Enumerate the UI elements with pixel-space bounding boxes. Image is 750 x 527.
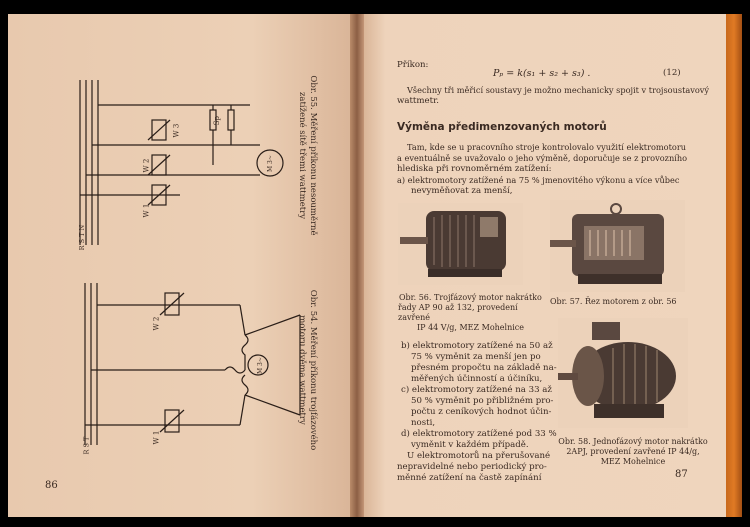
caption-figure-58 (558, 437, 708, 467)
equation-12: Pₚ = k(s₁ + s₂ + s₃) . (493, 68, 591, 79)
list-line: b) elektromotory zatížené na 50 až (401, 341, 553, 351)
paragraph-2-line: a) elektromotory zatížené na 75 % jmenovitého výkonu a více vůbec (397, 175, 680, 185)
label-w3-top: W 3 (172, 123, 181, 138)
caption-figure-54: Obr. 54. Měření příkonu trojfázového motoru dvěma wattmetry (297, 289, 318, 451)
phase-n-top: N (78, 224, 87, 231)
caption-56-line: Obr. 56. Trojfázový motor nakrátko (399, 293, 542, 302)
label-w1-bottom: W 1 (152, 430, 161, 445)
list-line: 75 % vyměnit za menší jen po (411, 352, 541, 362)
paragraph-2-line: Tam, kde se u pracovního stroje kontrolovalo využití elektromotoru (407, 142, 687, 152)
photo-motor-fig-56 (398, 203, 523, 285)
list-line: c) elektromotory zatížené na 33 až (401, 385, 552, 395)
paragraph-1-line-2: wattmetr. (397, 96, 439, 106)
book-spine (350, 14, 364, 517)
paragraph-2-line: hlediska při rovnoměrném zatížení: (397, 164, 552, 174)
phase-t-top: T (78, 232, 87, 237)
caption-56-line: IP 44 V/g, MEZ Mohelnice (417, 323, 524, 332)
equation-number: (12) (663, 68, 681, 78)
list-line: nepravidelné nebo periodický pro- (397, 462, 547, 472)
paragraph-2-line: a eventuálně se uvažovalo o jeho výměně, doporučuje se z provozního (397, 153, 688, 163)
caption-58-line: MEZ Mohelnice (600, 457, 666, 466)
caption-figure-56 (393, 293, 543, 333)
page-number-right: 87 (675, 469, 688, 480)
label-w1-top: W 1 (142, 203, 151, 218)
section-heading: Výměna předimenzovaných motorů (397, 121, 607, 133)
list-line: d) elektromotory zatížené pod 33 % (401, 429, 557, 439)
caption-figure-57: Obr. 57. Řez motorem z obr. 56 (550, 297, 677, 306)
motor-label-top: M 3~ (266, 155, 274, 173)
paragraph-1-line-1: Všechny tři měřicí soustavy je možno mechanicky spojit v trojsoustavový (407, 85, 710, 95)
label-w2-top: W 2 (142, 158, 151, 173)
label-sp: Sp (213, 115, 222, 126)
photo-single-phase-motor-fig-58 (558, 318, 688, 428)
phase-s-bottom: S (82, 443, 91, 448)
phase-labels-bottom (81, 437, 92, 455)
paragraph-2-line: nevyměňovat za menší, (411, 186, 513, 196)
list-line: U elektromotorů na přerušované (407, 451, 551, 461)
caption-58-line: 2APJ, provedení zavřené IP 44/g, (566, 447, 700, 456)
page-edge (726, 14, 742, 517)
phase-t-bottom: T (82, 436, 91, 442)
motor-label-bottom: M 3~ (256, 357, 264, 375)
caption-figure-55: Obr. 55. Měření příkonu nesouměrně zatížené sítě třemi wattmetry (297, 75, 318, 236)
list-line: měnné zatížení na častě zapínání (397, 473, 542, 483)
list-line: měřených účinností a účiníku, (411, 374, 543, 384)
wiring-diagram-two-wattmeters (70, 275, 310, 455)
caption-58-line: Obr. 58. Jednofázový motor nakrátko (558, 437, 708, 446)
photo-motor-cutaway-fig-57 (550, 200, 685, 292)
phase-r-bottom: R (82, 449, 91, 455)
list-line: vyměnit v každém případě. (411, 440, 529, 450)
prikon-label: Příkon: (397, 60, 429, 70)
list-line: přesném propočtu na základě na- (411, 363, 557, 373)
list-line: nosti, (411, 418, 436, 428)
phase-r-top: R (78, 245, 87, 251)
list-line: počtu z ceníkových hodnot účin- (411, 407, 552, 417)
label-w2-bottom: W 2 (152, 316, 161, 331)
caption-56-line: řady AP 90 až 132, provedení zavřené (398, 303, 518, 322)
page-number-left: 86 (45, 480, 58, 491)
phase-s-top: S (78, 238, 87, 244)
list-line: 50 % vyměnit po přibližném pro- (411, 396, 554, 406)
phase-labels-top (77, 225, 88, 251)
